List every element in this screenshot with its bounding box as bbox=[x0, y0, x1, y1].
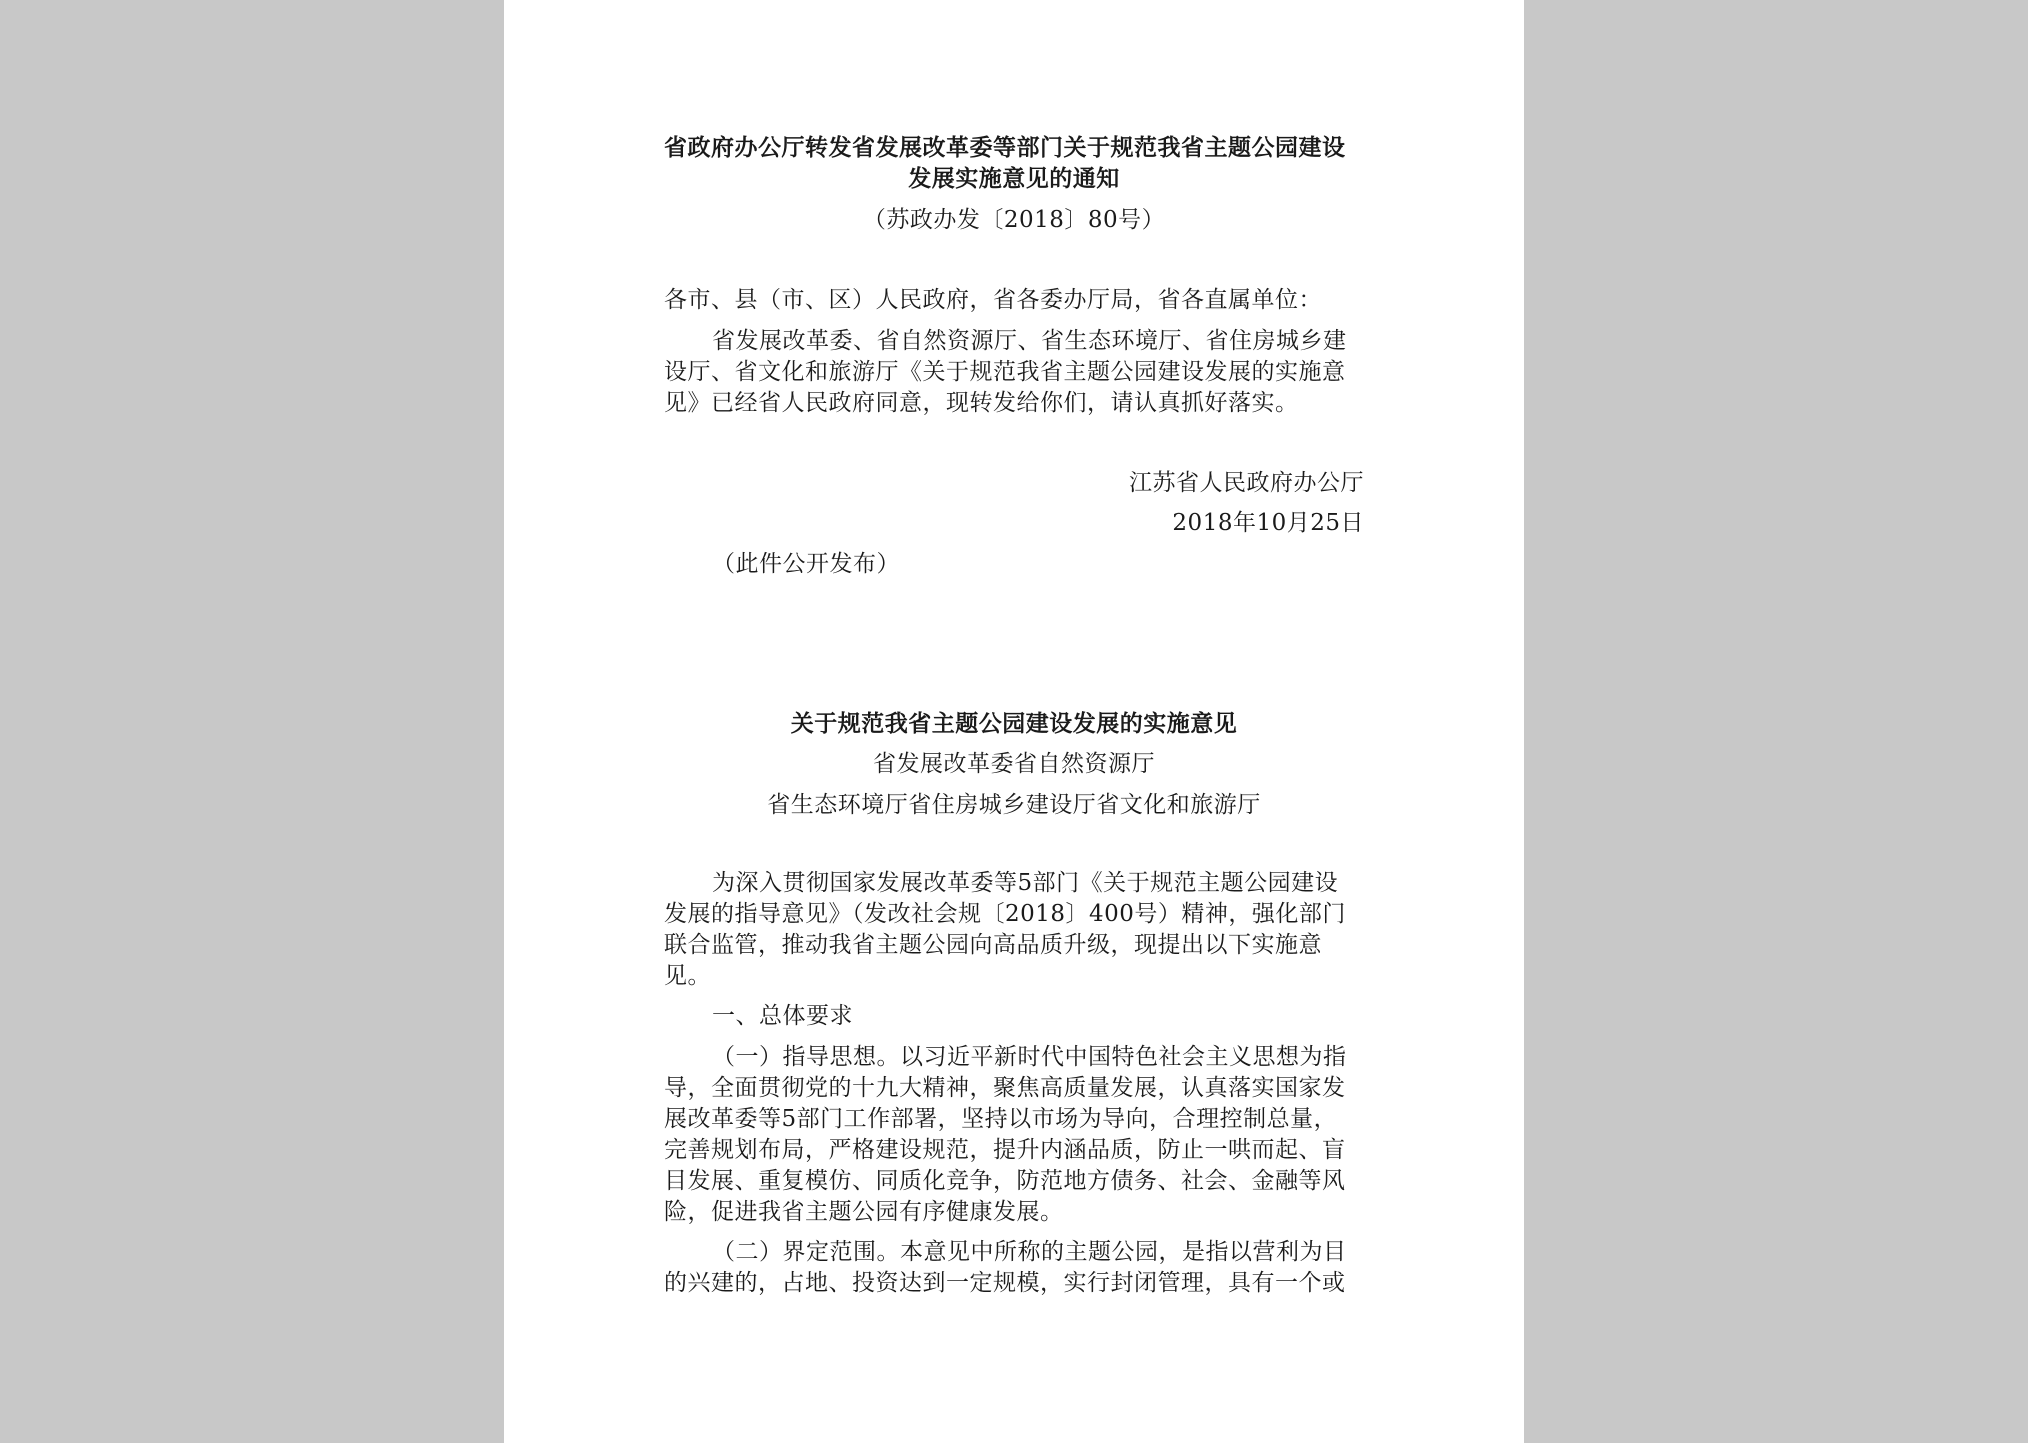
scope-line: （二）界定范围。本意见中所称的主题公园，是指以营利为目 bbox=[712, 1239, 1347, 1265]
section-heading: 一、总体要求 bbox=[712, 1003, 853, 1029]
intro-line: 联合监管，推动我省主题公园向高品质升级，现提出以下实施意 bbox=[664, 932, 1322, 958]
intro-line: 发展的指导意见》（发改社会规〔2018〕400号）精神，强化部门 bbox=[664, 901, 1346, 927]
guiding-line: 展改革委等5部门工作部署，坚持以市场为导向，合理控制总量， bbox=[664, 1106, 1338, 1132]
issuer: 江苏省人民政府办公厅 bbox=[1129, 470, 1364, 496]
scope-line: 的兴建的，占地、投资达到一定规模，实行封闭管理，具有一个或 bbox=[664, 1270, 1346, 1296]
notice-body-line: 省发展改革委、省自然资源厅、省生态环境厅、省住房城乡建 bbox=[712, 328, 1347, 354]
intro-line: 为深入贯彻国家发展改革委等5部门《关于规范主题公园建设 bbox=[712, 870, 1339, 896]
doc-number: （苏政办发〔2018〕80号） bbox=[862, 207, 1166, 233]
guiding-line: （一）指导思想。以习近平新时代中国特色社会主义思想为指 bbox=[712, 1044, 1347, 1070]
guiding-line: 导，全面贯彻党的十九大精神，聚焦高质量发展，认真落实国家发 bbox=[664, 1075, 1346, 1101]
addressee: 各市、县（市、区）人民政府，省各委办厅局，省各直属单位： bbox=[664, 287, 1322, 313]
notice-title-line2: 发展实施意见的通知 bbox=[908, 165, 1120, 192]
guiding-line: 完善规划布局，严格建设规范，提升内涵品质，防止一哄而起、盲 bbox=[664, 1137, 1346, 1163]
notice-title-line1: 省政府办公厅转发省发展改革委等部门关于规范我省主题公园建设 bbox=[664, 134, 1346, 161]
guiding-line: 目发展、重复模仿、同质化竞争，防范地方债务、社会、金融等风 bbox=[664, 1168, 1346, 1194]
notice-body-line: 设厅、省文化和旅游厅《关于规范我省主题公园建设发展的实施意 bbox=[664, 359, 1346, 385]
document-page bbox=[504, 0, 1524, 1443]
opinion-title: 关于规范我省主题公园建设发展的实施意见 bbox=[790, 710, 1238, 737]
notice-body-line: 见》已经省人民政府同意，现转发给你们，请认真抓好落实。 bbox=[664, 390, 1299, 416]
intro-line: 见。 bbox=[664, 963, 711, 989]
issue-date: 2018年10月25日 bbox=[1172, 510, 1364, 536]
disclosure-note: （此件公开发布） bbox=[712, 551, 900, 577]
opinion-authors-line1: 省发展改革委省自然资源厅 bbox=[873, 751, 1155, 777]
guiding-line: 险，促进我省主题公园有序健康发展。 bbox=[664, 1199, 1064, 1225]
opinion-authors-line2: 省生态环境厅省住房城乡建设厅省文化和旅游厅 bbox=[767, 792, 1261, 818]
